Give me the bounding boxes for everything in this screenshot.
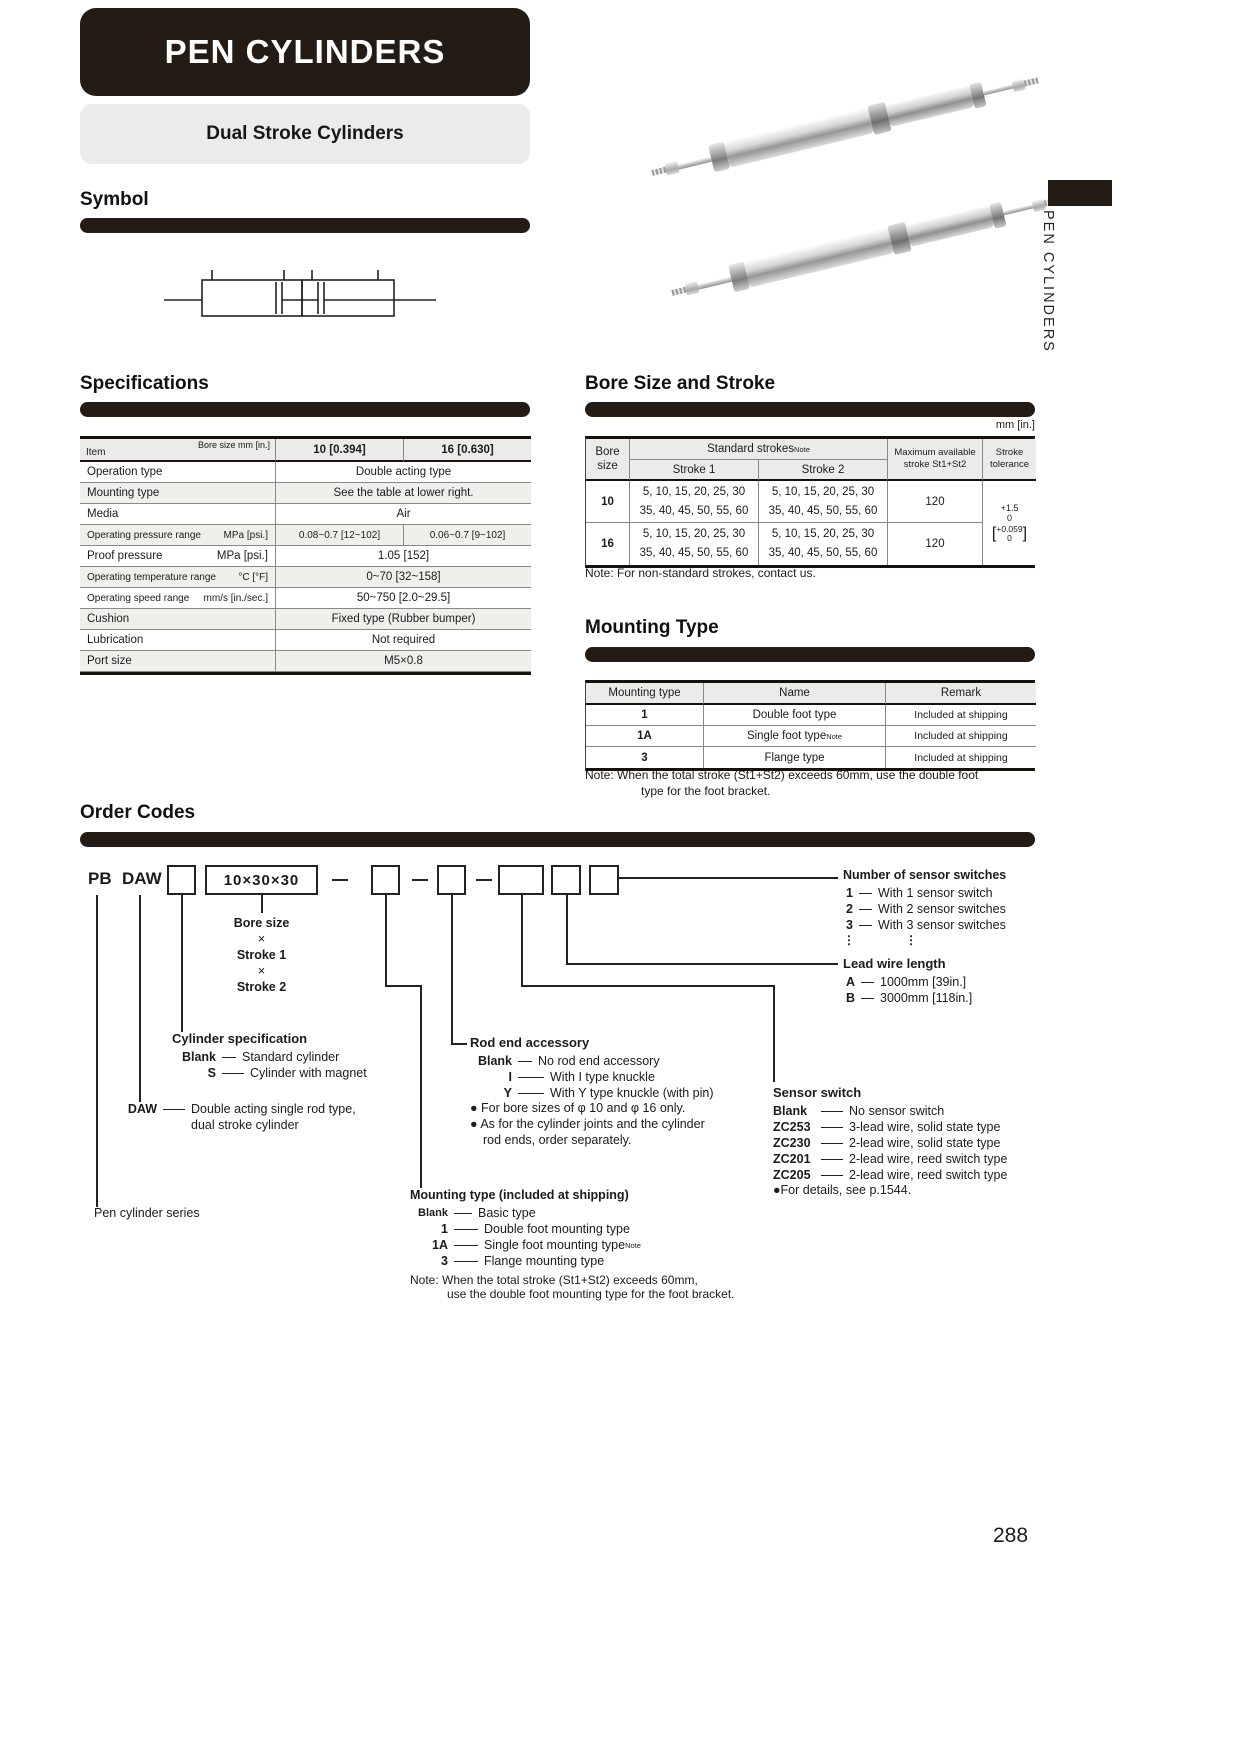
dash-line — [222, 1057, 236, 1058]
bore-table-note: Note: For non-standard strokes, contact us. — [585, 566, 816, 580]
unit-note: mm [in.] — [995, 419, 1035, 431]
dash-line — [163, 1109, 185, 1110]
connector — [261, 895, 263, 913]
section-title-mounting: Mounting Type — [585, 617, 719, 638]
order-box-lead-wire — [551, 865, 581, 895]
piston-rod — [698, 276, 732, 289]
dash-line — [821, 1143, 843, 1144]
stroke1-values-10: 5, 10, 15, 20, 25, 30 35, 40, 45, 50, 55, 60 — [630, 481, 759, 523]
dash-line — [861, 982, 874, 983]
spec-row-value: 1.05 [152] — [276, 546, 531, 567]
spec-row-label: Operation type — [80, 462, 276, 483]
standard-strokes-header: Standard strokes Note — [630, 439, 888, 460]
subtitle-banner — [80, 104, 530, 164]
spec-row-label: Operating pressure range MPa [psi.] — [80, 525, 276, 546]
stroke1-values-16: 5, 10, 15, 20, 25, 30 35, 40, 45, 50, 55, 60 — [630, 523, 759, 565]
bore-size-header: Bore size — [586, 439, 630, 481]
cylinder-body-2 — [886, 86, 975, 127]
dash-line — [859, 925, 872, 926]
spec-row-value: Air — [276, 504, 531, 525]
dash-line — [518, 1061, 532, 1062]
dash-line — [859, 909, 872, 910]
annotation-cylinder-spec: Cylinder specification Blank Standard cylinder S Cylinder with magnet — [172, 1031, 367, 1080]
mounting-row-name: Flange type — [704, 747, 886, 768]
order-box-mounting — [371, 865, 400, 895]
max-stroke-header: Maximum available stroke St1+St2 — [888, 439, 983, 481]
bore-stroke-stack: Bore size × Stroke 1 × Stroke 2 — [233, 916, 290, 994]
spec-row-label: Operating temperature range °C [°F] — [80, 567, 276, 588]
spec-row-value: Not required — [276, 630, 531, 651]
spec-row-label: Port size — [80, 651, 276, 672]
tolerance-bracket: [ +0.059 0 ] — [991, 524, 1028, 543]
section-title-specifications: Specifications — [80, 373, 209, 394]
rod-thread — [651, 167, 666, 176]
spec-col-10: 10 [0.394] — [276, 439, 404, 462]
max-stroke-10: 120 — [888, 481, 983, 523]
spec-row-value: See the table at lower right. — [276, 483, 531, 504]
rod-nut — [664, 161, 679, 176]
stroke-tolerance-header: Stroke tolerance — [983, 439, 1036, 481]
bore-10: 10 — [586, 481, 630, 523]
annotation-lead-wire: Lead wire length A 1000mm [39in.] B 3000mm [118in.] — [843, 956, 973, 1005]
bore-16: 16 — [586, 523, 630, 565]
stroke2-header: Stroke 2 — [759, 460, 888, 481]
spec-row-value: 50~750 [2.0~29.5] — [276, 588, 531, 609]
product-photo-2 — [668, 186, 1061, 308]
dash — [412, 879, 428, 881]
mounting-row-remark: Included at shipping — [886, 705, 1036, 726]
rod-thread — [671, 287, 686, 296]
title-banner — [80, 8, 530, 96]
cylinder-body — [724, 108, 874, 168]
spec-row-value-10: 0.08~0.7 [12~102] — [276, 525, 404, 546]
connector — [420, 985, 422, 1188]
dash-line — [454, 1261, 478, 1262]
corner-bore-label: Bore size mm [in.] — [197, 440, 270, 450]
connector — [566, 963, 838, 965]
dash-line — [821, 1111, 843, 1112]
page-title: PEN CYLINDERS — [164, 33, 446, 70]
spec-row-value-16: 0.06~0.7 [9~102] — [404, 525, 531, 546]
name-header: Name — [704, 683, 886, 705]
annotation-sensor-switch: Sensor switch Blank No sensor switch ZC253 3-lead wire, solid state type ZC230 2-lead wire, solid state type ZC201 2-lead wire, reed switch type ZC205 2-lead wire, reed switch type ●For details, see p.1544. — [773, 1085, 1008, 1197]
connector — [181, 895, 183, 1032]
dash — [476, 879, 492, 881]
spec-header-corner — [80, 439, 276, 462]
cylinder-body — [744, 228, 894, 288]
annotation-title: Mounting type (included at shipping) — [410, 1188, 629, 1202]
remark-header: Remark — [886, 683, 1036, 705]
connector — [451, 1043, 467, 1045]
section-title-symbol: Symbol — [80, 189, 149, 210]
connector — [96, 895, 98, 1207]
order-box-sensor-count — [589, 865, 619, 895]
dash — [332, 879, 348, 881]
connector — [619, 877, 838, 879]
rod-thread-2 — [1024, 77, 1039, 86]
spec-row-value: M5×0.8 — [276, 651, 531, 672]
piston-rod-2 — [1003, 204, 1033, 215]
mounting-row-type: 1 — [586, 705, 704, 726]
order-box-sensor-switch — [498, 865, 544, 895]
cylinder-body-2 — [906, 206, 995, 247]
rod-end-bullet1: ● For bore sizes of φ 10 and φ 16 only. — [470, 1101, 686, 1115]
spec-row-label: Mounting type — [80, 483, 276, 504]
annotation-rod-end: Rod end accessory Blank No rod end accessory I With I type knuckle Y With Y type knuckle (with pin) ● For bore sizes of φ 10 and φ 16 only. ● As for the cylinder joints and the cylinder rod ends, order separately. — [470, 1035, 714, 1147]
piston-rod — [678, 156, 712, 169]
dash-line — [454, 1229, 478, 1230]
side-vertical-label: PEN CYLINDERS — [1040, 210, 1056, 353]
annotation-sensor-count: Number of sensor switches 1 With 1 sensor switch 2 With 2 sensor switches 3 With 3 sensor switches ⋮ ⋮ — [843, 868, 1007, 947]
mounting-row-remark: Included at shipping — [886, 747, 1036, 768]
mounting-type-header: Mounting type — [586, 683, 704, 705]
stroke1-header: Stroke 1 — [630, 460, 759, 481]
dash-line — [454, 1245, 478, 1246]
spec-row-label: Lubrication — [80, 630, 276, 651]
page-subtitle: Dual Stroke Cylinders — [206, 123, 404, 144]
pneumatic-symbol — [160, 260, 440, 332]
dash-line — [222, 1073, 244, 1074]
dash-line — [821, 1127, 843, 1128]
connector — [521, 985, 775, 987]
dash-line — [861, 998, 874, 999]
order-box-rod-end — [437, 865, 466, 895]
rod-end-bullet2b: rod ends, order separately. — [483, 1133, 632, 1147]
corner-item-label: Item — [86, 447, 106, 458]
mounting-note-line1: Note: When the total stroke (St1+St2) exceeds 60mm, use the double foot — [585, 768, 979, 782]
max-stroke-16: 120 — [888, 523, 983, 565]
dash-line — [518, 1093, 544, 1094]
annotation-title: Number of sensor switches — [843, 868, 1007, 882]
spec-row-value: Double acting type — [276, 462, 531, 483]
connector — [385, 895, 387, 987]
mounting-row-type: 1A — [586, 726, 704, 747]
mounting-row-name: Single foot type Note — [704, 726, 886, 747]
order-box-cylinder-spec — [167, 865, 196, 895]
section-bar — [585, 402, 1035, 417]
section-bar — [585, 647, 1035, 662]
mounting-row-remark: Included at shipping — [886, 726, 1036, 747]
connector — [566, 895, 568, 965]
dash-line — [454, 1213, 472, 1214]
section-title-bore: Bore Size and Stroke — [585, 373, 776, 394]
mounting-row-name: Double foot type — [704, 705, 886, 726]
rod-nut — [684, 281, 699, 296]
dash-line — [859, 893, 872, 894]
annotation-daw: DAW Double acting single rod type, dual stroke cylinder — [127, 1102, 356, 1132]
mounting-note-line2: type for the foot bracket. — [641, 784, 771, 798]
annotation-mounting: Mounting type (included at shipping) Blank Basic type 1 Double foot mounting type 1A Single foot mounting type Note 3 Flange mounting type Note: When the total stroke (St1+St2) exceeds 60mm, use the double foot mounting type for the foot bracket. — [410, 1188, 735, 1301]
sensor-switch-bullet: ●For details, see p.1544. — [773, 1183, 912, 1197]
spec-row-label: Cushion — [80, 609, 276, 630]
spec-row-label: Proof pressure MPa [psi.] — [80, 546, 276, 567]
rod-end-bullet2a: ● As for the cylinder joints and the cylinder — [470, 1117, 705, 1131]
specifications-table — [80, 436, 531, 675]
ellipsis-row: ⋮ ⋮ — [843, 933, 917, 947]
section-title-order: Order Codes — [80, 802, 196, 823]
spec-row-label: Operating speed range mm/s [in./sec.] — [80, 588, 276, 609]
order-series-code: DAW — [122, 869, 162, 888]
annotation-title: Rod end accessory — [470, 1035, 590, 1050]
annotation-title: Lead wire length — [843, 956, 946, 971]
connector — [521, 895, 523, 987]
product-photo-1 — [648, 66, 1041, 188]
page-number: 288 — [993, 1524, 1029, 1547]
bore-stroke-table — [585, 436, 1035, 568]
mounting-row-type: 3 — [586, 747, 704, 768]
edge-index-tab — [1048, 180, 1112, 206]
piston-rod-2 — [983, 84, 1013, 95]
section-bar — [80, 402, 530, 417]
mounting-annotation-note2: use the double foot mounting type for the foot bracket. — [447, 1287, 735, 1301]
spec-row-label: Media — [80, 504, 276, 525]
section-bar — [80, 218, 530, 233]
annotation-title: Cylinder specification — [172, 1031, 308, 1046]
connector — [451, 895, 453, 1045]
connector — [139, 895, 141, 1102]
spec-row-value: Fixed type (Rubber bumper) — [276, 609, 531, 630]
stroke-tolerance-value: +1.5 0 [ +0.059 0 ] — [983, 481, 1036, 565]
stroke2-values-10: 5, 10, 15, 20, 25, 30 35, 40, 45, 50, 55, 60 — [759, 481, 888, 523]
annotation-title: Sensor switch — [773, 1085, 862, 1100]
connector — [773, 985, 775, 1082]
spec-col-16: 16 [0.630] — [404, 439, 531, 462]
annotation-series: Pen cylinder series — [94, 1206, 200, 1220]
dash-line — [821, 1159, 843, 1160]
order-prefix: PB — [88, 869, 112, 888]
mounting-type-table — [585, 680, 1035, 771]
dash-line — [821, 1175, 843, 1176]
order-box-size: 10×30×30 — [205, 865, 318, 895]
stroke2-values-16: 5, 10, 15, 20, 25, 30 35, 40, 45, 50, 55, 60 — [759, 523, 888, 565]
connector — [385, 985, 422, 987]
mounting-annotation-note1: Note: When the total stroke (St1+St2) exceeds 60mm, — [410, 1273, 698, 1287]
dash-line — [518, 1077, 544, 1078]
spec-row-value: 0~70 [32~158] — [276, 567, 531, 588]
section-bar — [80, 832, 1035, 847]
